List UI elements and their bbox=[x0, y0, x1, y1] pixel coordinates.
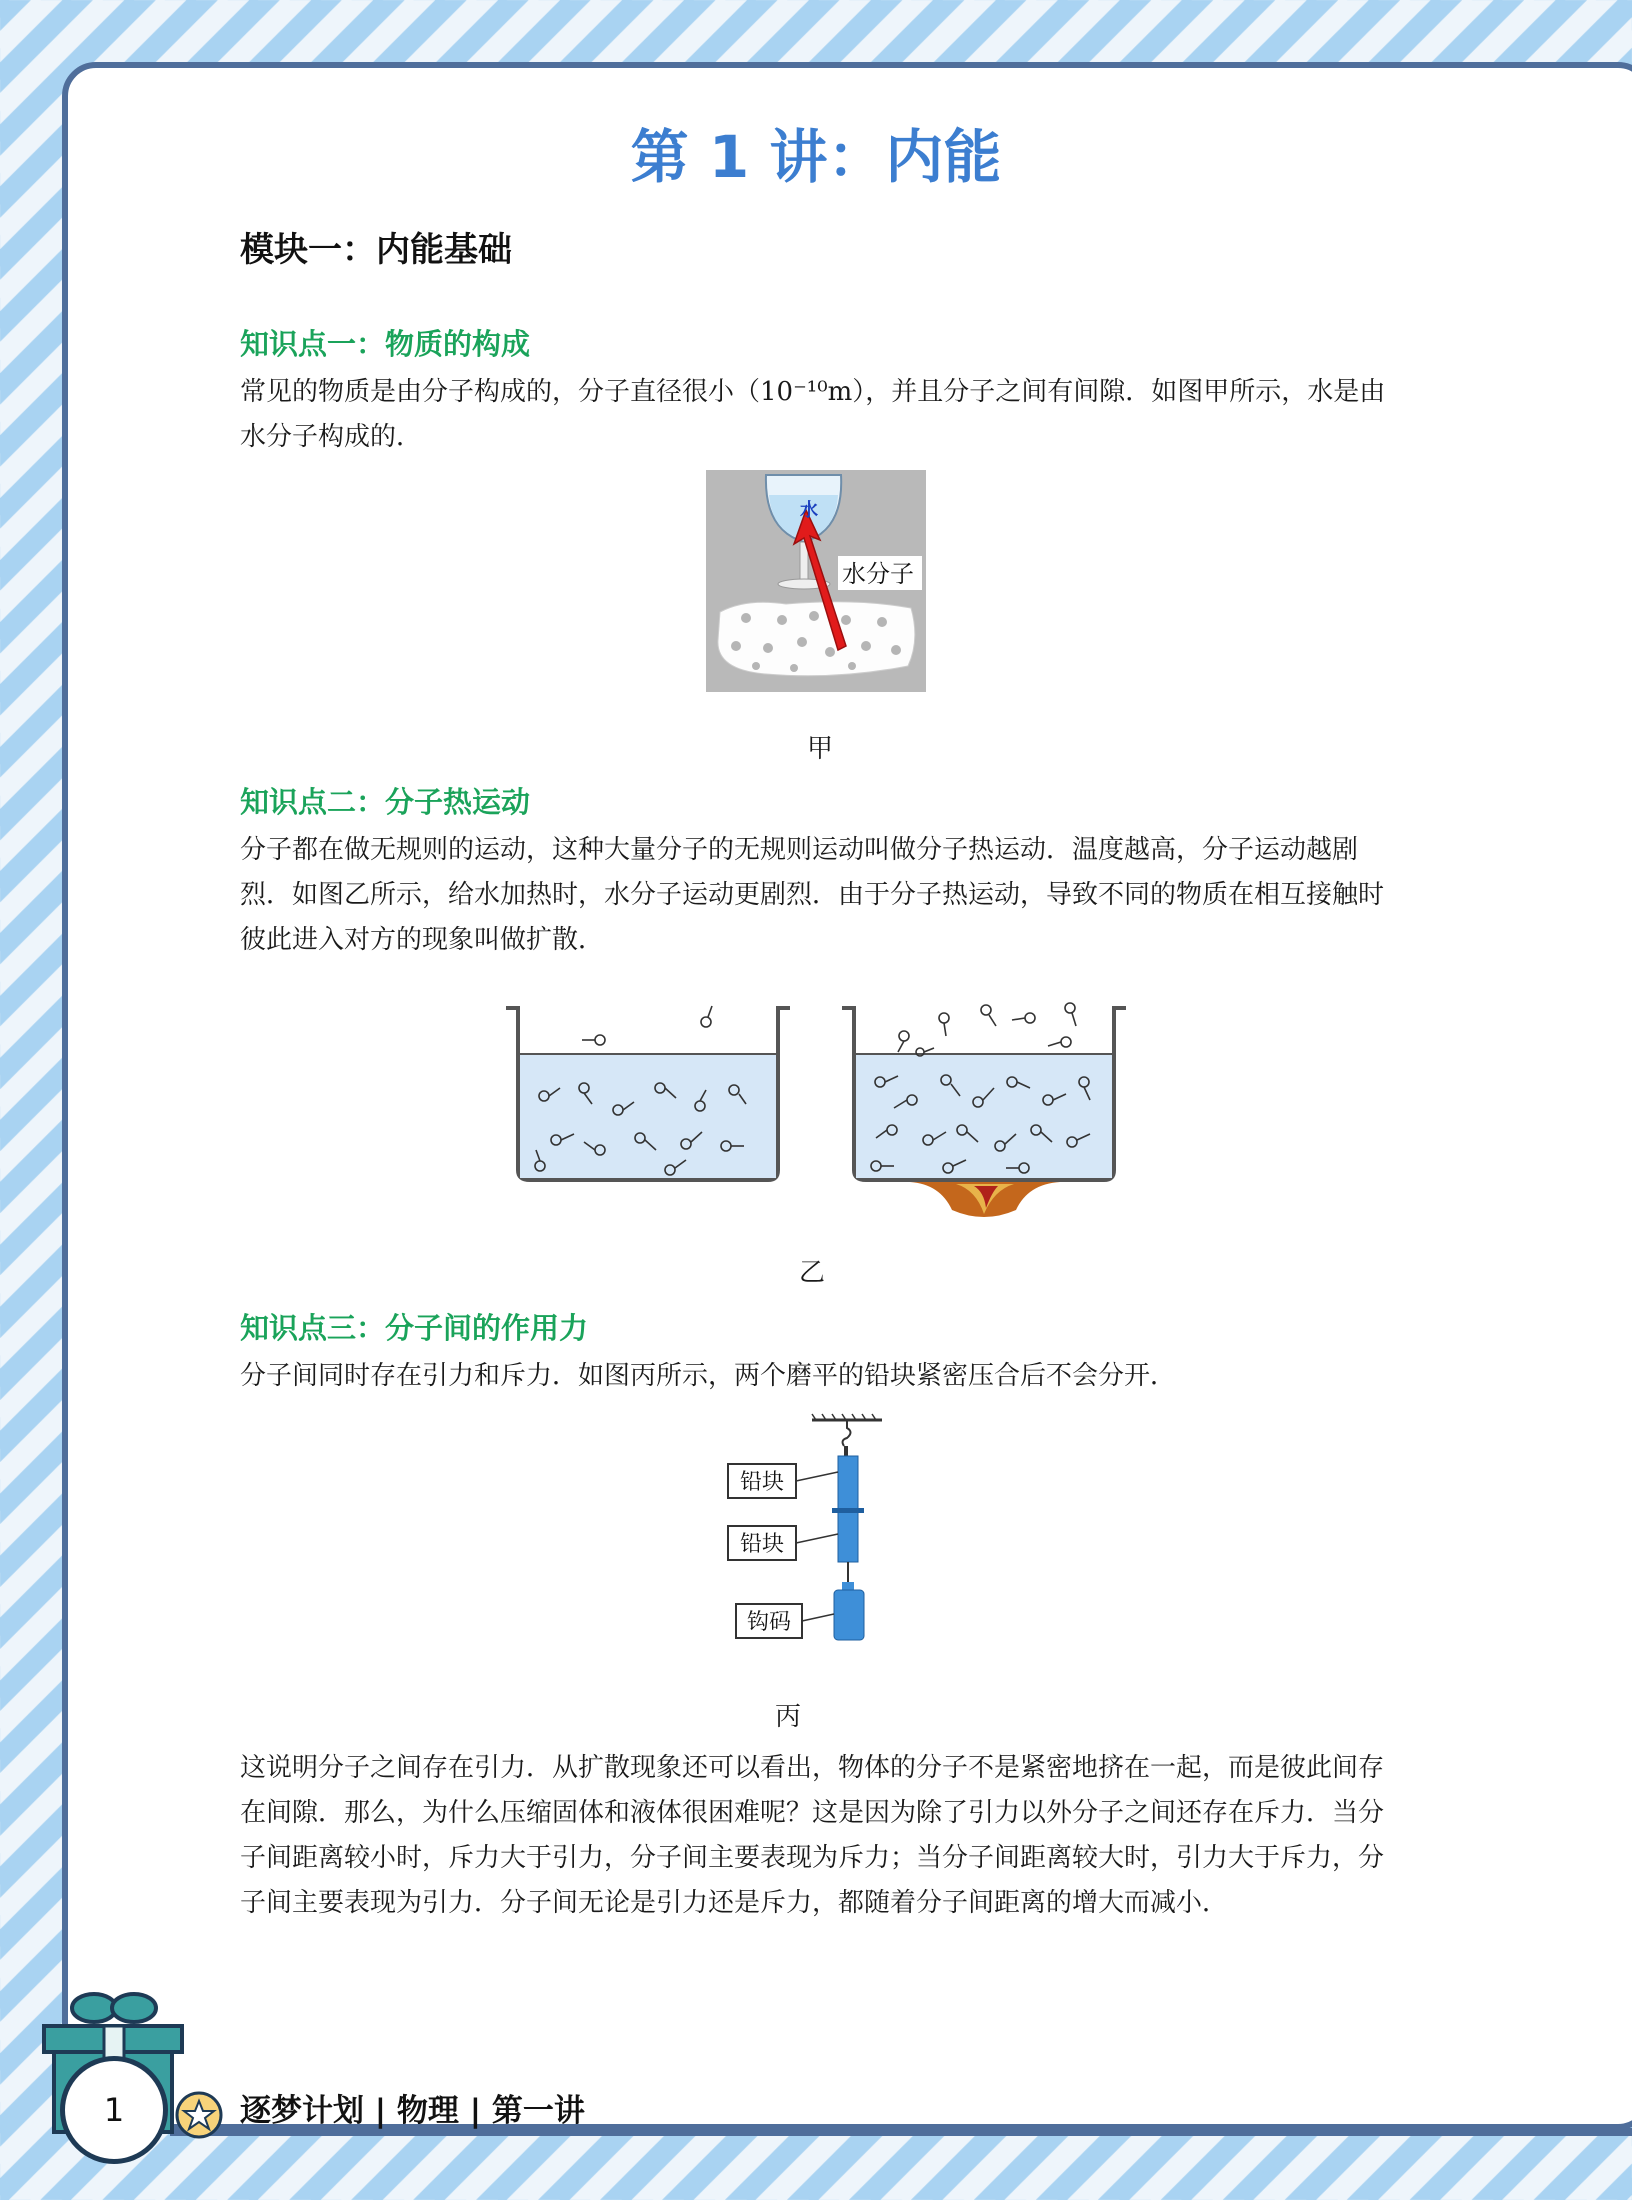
figure-label-lead-1: 铅块 bbox=[739, 1470, 785, 1495]
figure-water-molecules bbox=[706, 470, 926, 692]
section-text-1: 常见的物质是由分子构成的，分子直径很小（10⁻¹⁰m），并且分子之间有间隙．如图甲所示，水是由水分子构成的． bbox=[240, 377, 1386, 452]
section-heading-1: 知识点一：物质的构成 bbox=[240, 327, 531, 361]
figure-lead-blocks bbox=[714, 1412, 914, 1652]
section-text-3: 分子间同时存在引力和斥力．如图丙所示，两个磨平的铅块紧密压合后不会分开． bbox=[240, 1361, 1177, 1391]
star-icon bbox=[174, 2090, 224, 2140]
figure-caption-yi: 乙 bbox=[798, 1258, 825, 1288]
page-title: 第 1 讲：内能 bbox=[630, 123, 1002, 191]
conclusion-text: 这说明分子之间存在引力．从扩散现象还可以看出，物体的分子不是紧密地挤在一起，而是彼此间存在间隙．那么，为什么压缩固体和液体很困难呢？这是因为除了引力以外分子之间还存在斥力．当分子间距离较小时，斥力大于引力，分子间主要表现为斥力；当分子间距离较大时，引力大于斥力，分子间主要表现为引力．分子间无论是引力还是斥力，都随着分子间距离的增大而减小． bbox=[240, 1753, 1385, 1918]
figure-label-water-molecule: 水分子 bbox=[842, 560, 914, 588]
section-text-2: 分子都在做无规则的运动，这种大量分子的无规则运动叫做分子热运动．温度越高，分子运动越剧烈．如图乙所示，给水加热时，水分子运动更剧烈．由于分子热运动，导致不同的物质在相互接触时彼此进入对方的现象叫做扩散． bbox=[240, 835, 1385, 955]
page-number-badge: 1 bbox=[60, 2056, 168, 2164]
footer-text: 逐梦计划 | 物理 | 第一讲 bbox=[240, 2093, 585, 2129]
figure-label-weight: 钩码 bbox=[746, 1610, 792, 1635]
section-heading-3: 知识点三：分子间的作用力 bbox=[240, 1311, 589, 1345]
section-heading-2: 知识点二：分子热运动 bbox=[240, 785, 531, 819]
figure-caption-jia: 甲 bbox=[806, 734, 833, 764]
module-heading: 模块一：内能基础 bbox=[240, 230, 512, 270]
figure-label-lead-2: 铅块 bbox=[739, 1532, 785, 1557]
figure-caption-bing: 丙 bbox=[774, 1702, 801, 1732]
figure-heated-water bbox=[500, 970, 1132, 1222]
figure-label-water: 水 bbox=[800, 500, 818, 521]
